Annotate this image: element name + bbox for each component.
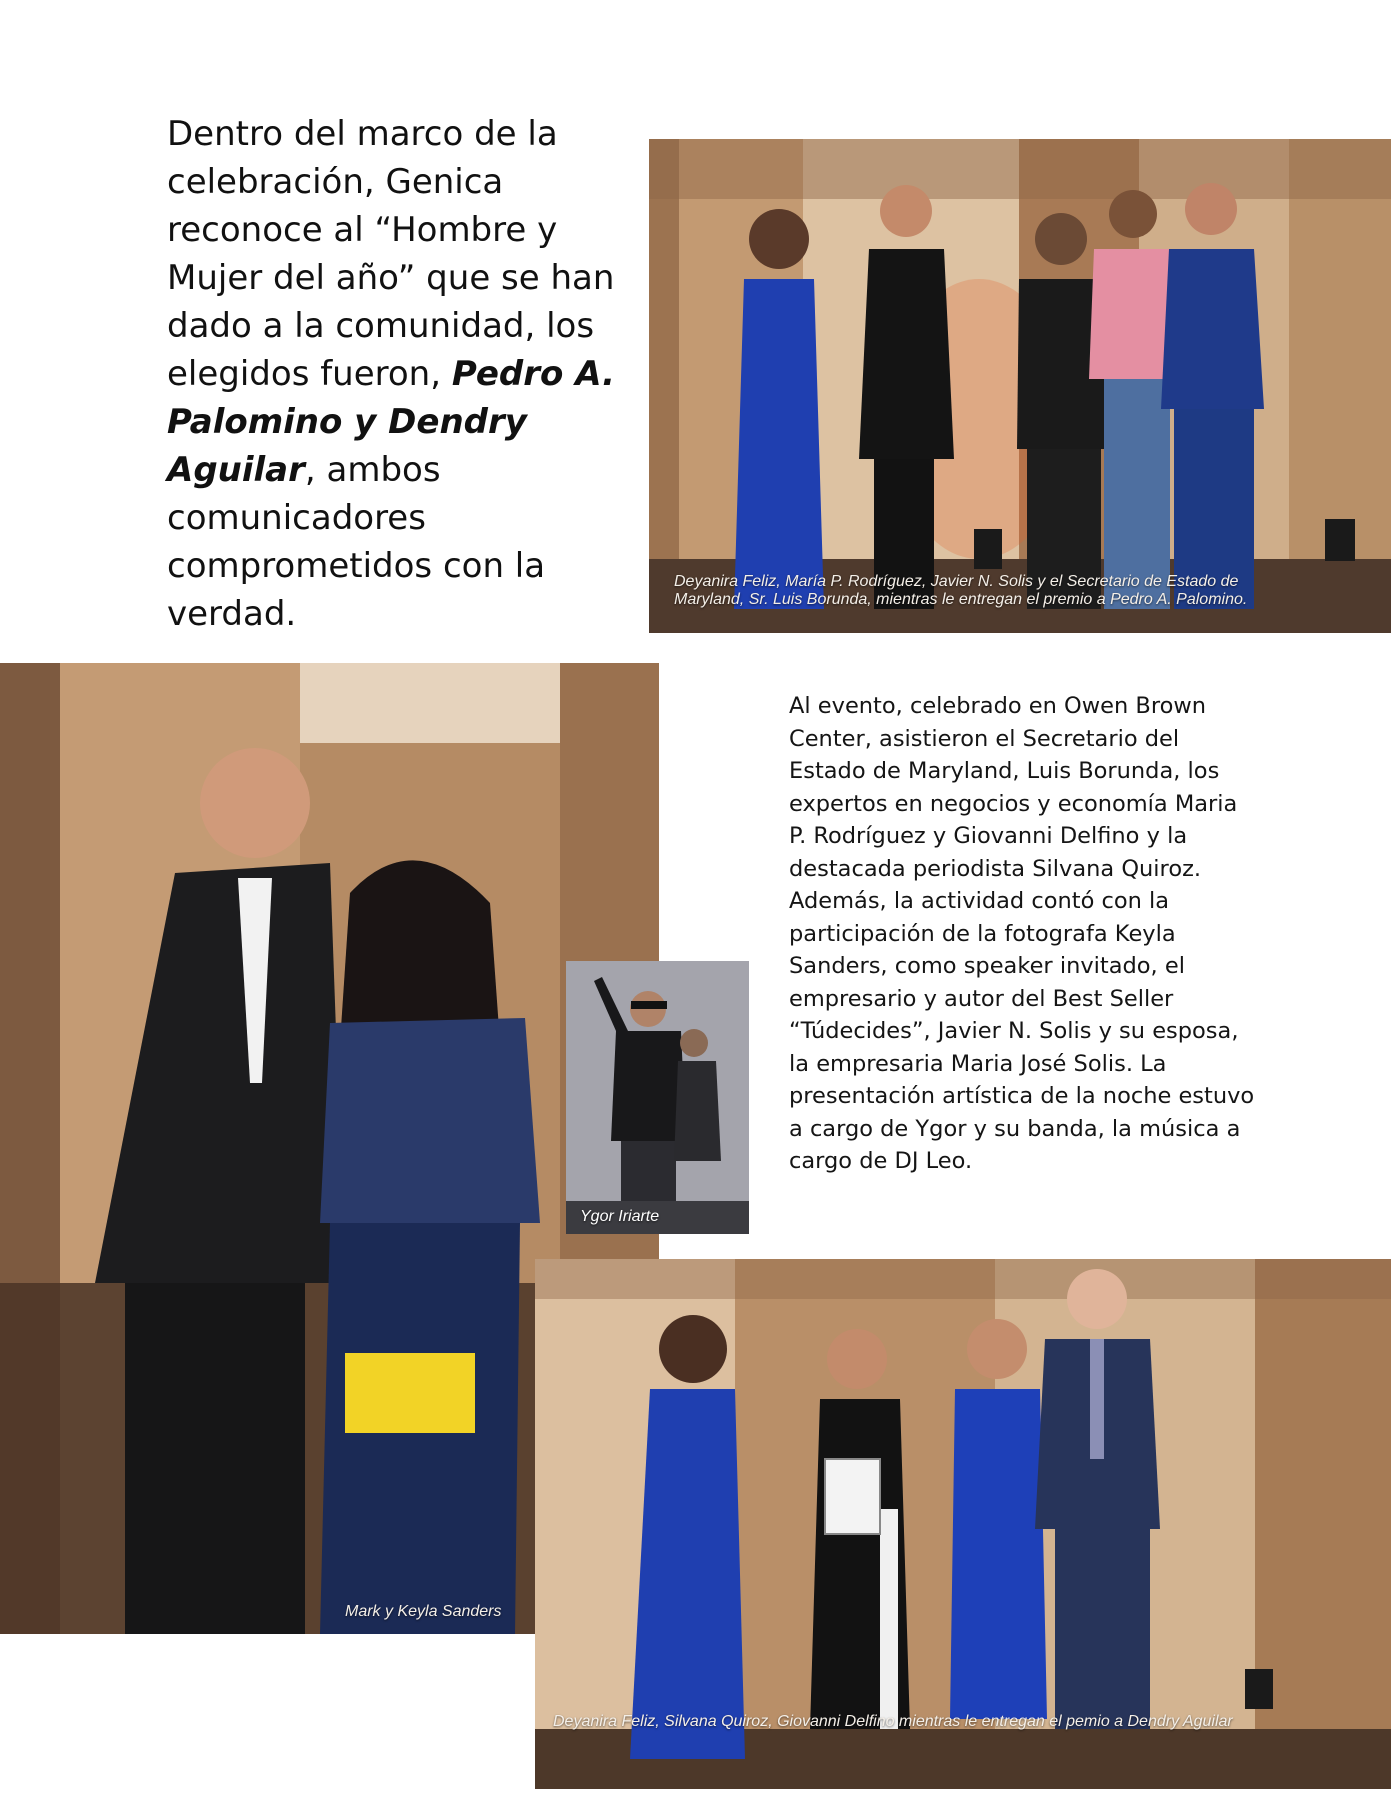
award-aguilar-photo	[535, 1259, 1391, 1789]
ygor-caption: Ygor Iriarte	[580, 1208, 660, 1225]
intro-honorees: Pedro A. Palomino y Dendry Aguilar	[167, 354, 616, 490]
ygor-photo	[566, 961, 749, 1234]
intro-lead: Dentro del marco de la celebración, Genica reconoce al “Hombre y Mujer del año” que se han dado a la comunidad, los elegidos fueron,	[167, 114, 615, 394]
award-palomino-caption-line1: Deyanira Feliz, María P. Rodríguez, Javier N. Solis y el Secretario de Estado de	[674, 573, 1239, 590]
intro-tail: , ambos comunicadores comprometidos con la verdad.	[167, 450, 546, 634]
award-palomino-caption	[674, 573, 1374, 609]
award-palomino-photo	[649, 139, 1391, 633]
sanders-caption: Mark y Keyla Sanders	[345, 1603, 502, 1620]
award-aguilar-caption: Deyanira Feliz, Silvana Quiroz, Giovanni Delfino mientras le entregan el pemio a Dendry Aguilar	[553, 1713, 1233, 1730]
award-palomino-caption-line2: Maryland, Sr. Luis Borunda, mientras le entregan el premio a Pedro A. Palomino.	[674, 591, 1248, 608]
event-description: Al evento, celebrado en Owen Brown Center, asistieron el Secretario del Estado de Maryland, Luis Borunda, los expertos en negocios y economía Maria P. Rodríguez y Giovanni Delfino y la destacada periodista Silvana Quiroz. Además, la actividad contó con la participación de la fotografa Keyla Sanders, como speaker invitado, el empresario y autor del Best Seller “Túdecides”, Javier N. Solis y su esposa, la empresaria Maria José Solis. La presentación artística de la noche estuvo a cargo de Ygor y su banda, la música a cargo de DJ Leo.	[789, 693, 1255, 1174]
intro-paragraph	[167, 110, 637, 638]
